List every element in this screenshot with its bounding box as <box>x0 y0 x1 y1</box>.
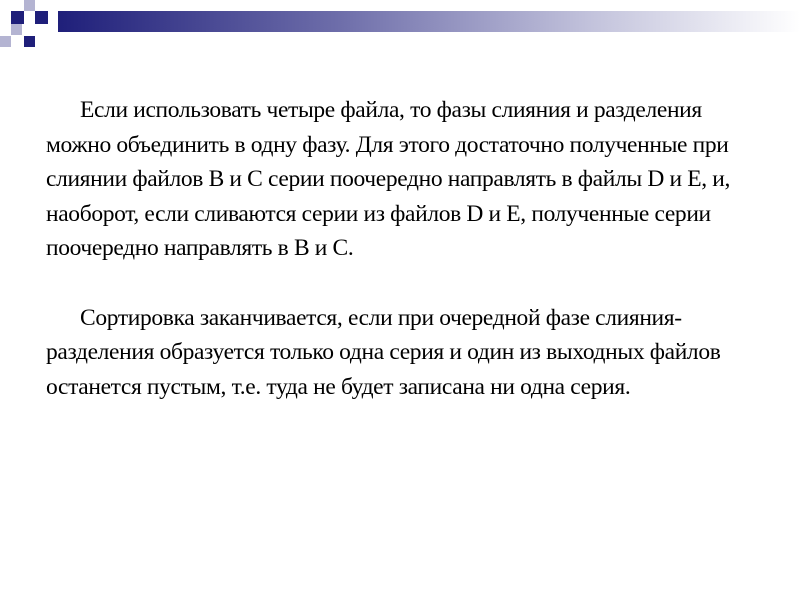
decor-gradient-bar <box>58 11 800 32</box>
decor-square-dark-3 <box>24 36 35 47</box>
decor-square-dark-1 <box>11 11 24 24</box>
body-paragraph-1: Если использовать четыре файла, то фазы слияния и разделения можно объединить в одну фазу. Для этого достаточно полученные при слиянии файлов B и C серии поочередно направлять в файлы D и E, и, наоборот, если сливаются серии из файлов D и E, полученные серии поочередно направлять в B и C. <box>46 97 731 262</box>
decor-square-light-3 <box>0 36 11 47</box>
body-paragraph-2: Сортировка заканчивается, если при очередной фазе слияния-разделения образуется только одна серия и один из выходных файлов останется пустым, т.е. туда не будет записана ни одна серия. <box>46 304 721 400</box>
decor-square-light-2 <box>11 24 22 35</box>
decor-square-dark-2 <box>35 11 48 24</box>
decor-square-light-1 <box>24 0 35 11</box>
slide-body <box>46 93 766 404</box>
